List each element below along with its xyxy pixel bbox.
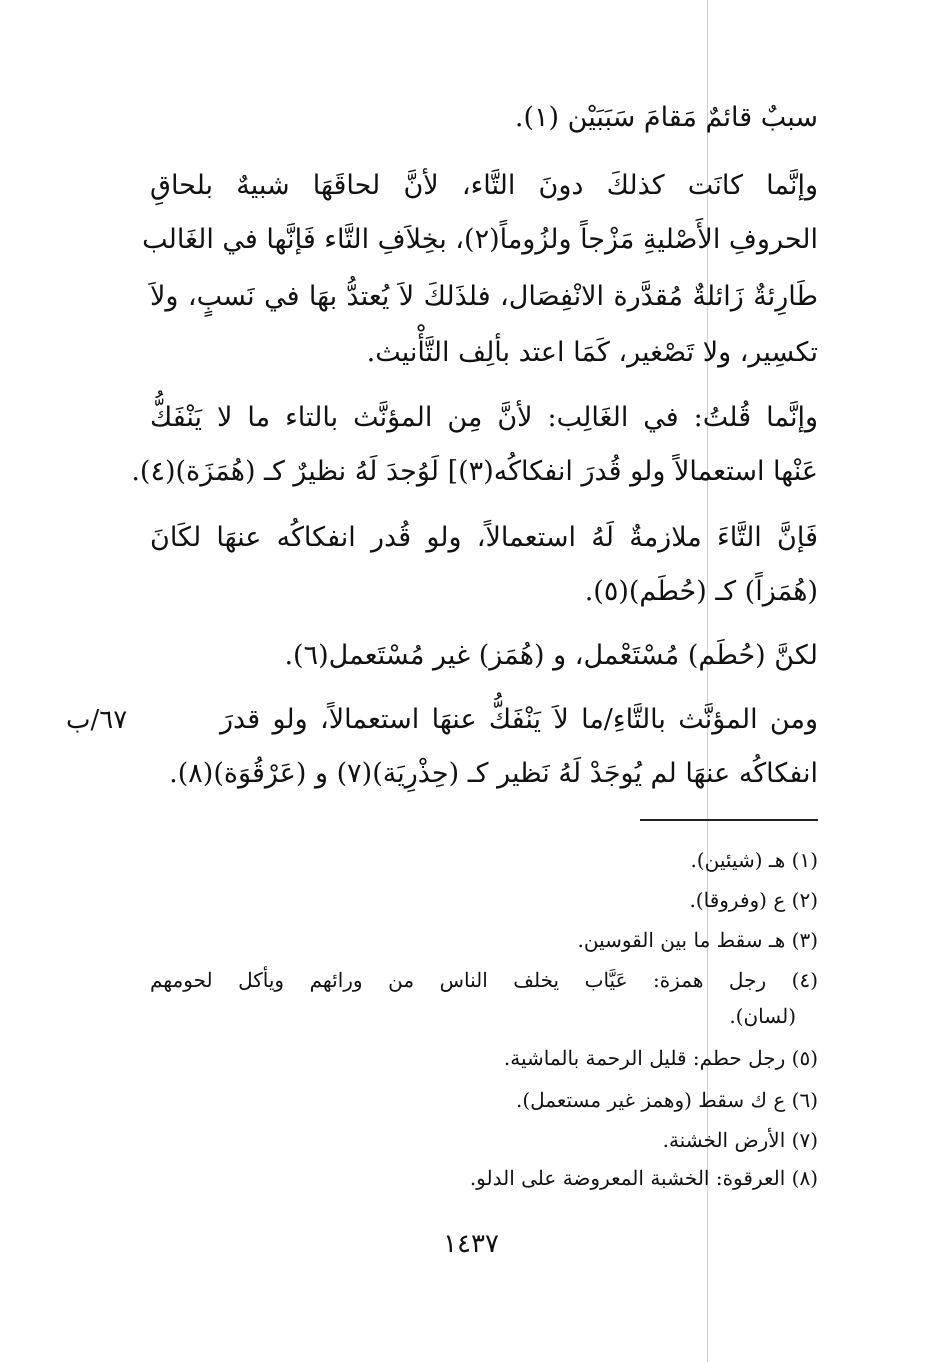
text-line: الحروفِ الأَصْليةِ مَزْجاً ولزُوماً(٢)، بخِلاَفِ التَّاء فَإنَّها في الغَالب bbox=[142, 224, 818, 255]
text-line: وإنَّما كانَت كذلكَ دونَ التَّاء، لأنَّ لحاقَهَا شبيهٌ بلحاقِ bbox=[150, 170, 818, 201]
text-line: طَارِئةٌ زَائلةٌ مُقدَّرة الانْفِصَال، فلذَلكَ لاَ يُعتدُّ بهَا في نَسبٍ، ولاَ bbox=[150, 281, 818, 312]
text-line: (هُمَزاً) كـ (حُطَم)(٥). bbox=[584, 576, 818, 607]
footnote-continuation: (لسان). bbox=[729, 1004, 796, 1028]
footnote-item: (٣) هـ سقط ما بين القوسين. bbox=[577, 928, 818, 952]
footnote-item: (٦) ع ك سقط (وهمز غير مستعمل). bbox=[515, 1088, 818, 1112]
footnote-item: (٧) الأرض الخشنة. bbox=[662, 1128, 818, 1152]
footnote-separator bbox=[640, 819, 818, 821]
footnote-item: (٨) العرقوة: الخشبة المعروضة على الدلو. bbox=[469, 1166, 818, 1190]
footnote-item: (١) هـ (شيئين). bbox=[690, 848, 818, 872]
text-line: سببٌ قائمٌ مَقامَ سَبَبَيْن (١). bbox=[514, 102, 818, 133]
footnote-item: (٢) ع (وفروقا). bbox=[689, 888, 818, 912]
folio-margin-note: ٦٧/ب bbox=[66, 705, 128, 735]
footnote-item: (٤) رجل همزة: عَيَّاب يخلف الناس من ورائهم ويأكل لحومهم bbox=[150, 968, 818, 992]
text-line: انفكاكُه عنهَا لم يُوجَدْ لَهُ نَظير كـ (حِذْرِيَة)(٧) و (عَرْقُوَة)(٨). bbox=[169, 758, 818, 789]
text-line: لكنَّ (حُطَم) مُسْتَعْمل، و (هُمَز) غير مُسْتَعمل(٦). bbox=[284, 640, 818, 671]
text-line: ومن المؤنَّث بالتَّاءِ/ما لاَ يَنْفَكُّ عنهَا استعمالاً، ولو قدرَ bbox=[220, 704, 818, 735]
text-line: وإنَّما قُلتُ: في الغَالِب: لأنَّ مِن المؤنَّث بالتاء ما لا يَنْفَكُّ bbox=[150, 402, 818, 433]
footnote-item: (٥) رجل حطم: قليل الرحمة بالماشية. bbox=[503, 1046, 818, 1070]
text-line: تكسِير، ولا تَصْغير، كَمَا اعتد بألِف التَّأْنيث. bbox=[366, 337, 818, 368]
text-line: فَإنَّ التَّاءَ ملازمةٌ لَهُ استعمالاً، ولو قُدر انفكاكُه عنهَا لكَانَ bbox=[150, 522, 818, 553]
page-number: ١٤٣٧ bbox=[443, 1229, 499, 1259]
text-line: عَنْها استعمالاً ولو قُدرَ انفكاكُه(٣)] لَوُجدَ لَهُ نظيرٌ كـ (هُمَزَة)(٤). bbox=[131, 456, 818, 487]
